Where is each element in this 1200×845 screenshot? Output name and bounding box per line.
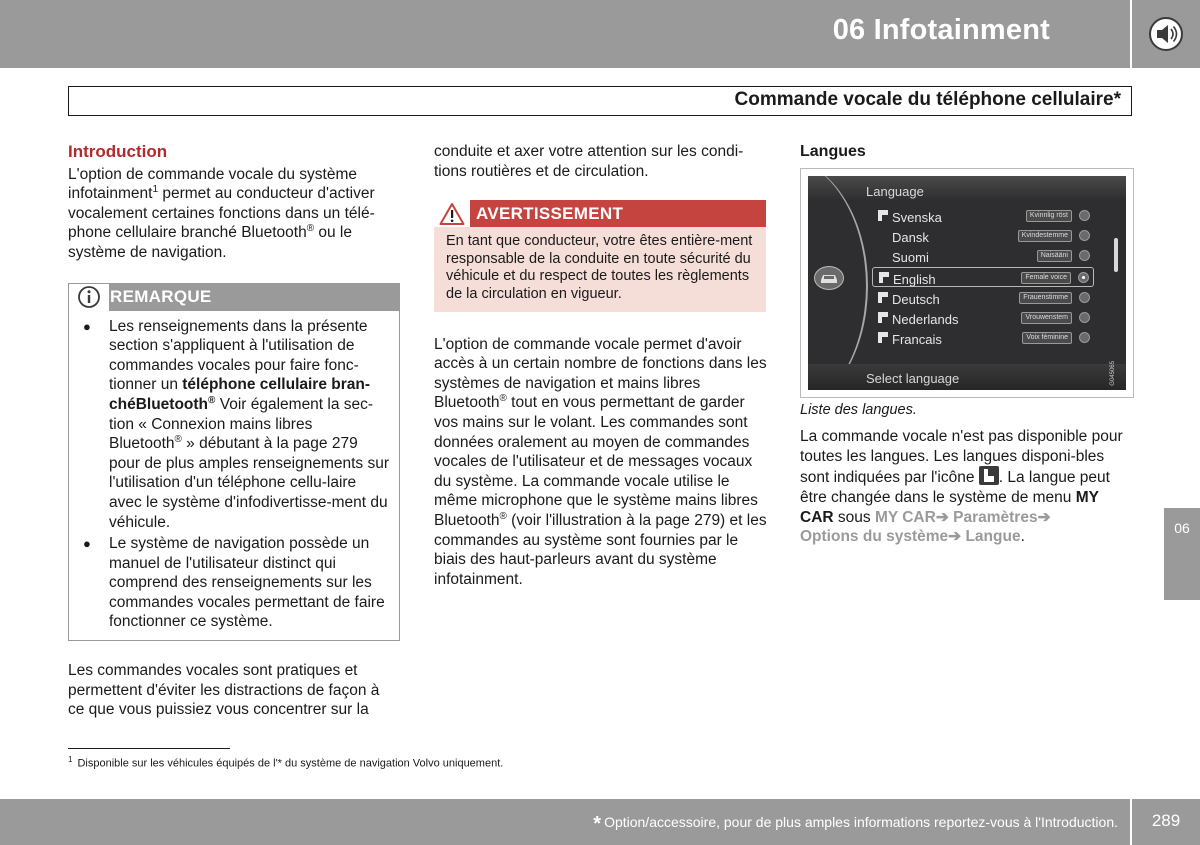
bullet-1-text-a: Les renseignements dans la présente section s'appliquent à l'utilisation de commandes vocales pour faire fonc-tionner un <box>109 317 368 394</box>
remarque-bullet-2 <box>79 534 389 632</box>
language-row-nederlands <box>872 308 1094 328</box>
screen-scrollbar <box>1114 238 1118 272</box>
arrow-icon: ➔ <box>935 508 949 526</box>
bullet-1-bold: téléphone cellulaire bran-chéBluetooth <box>109 376 371 413</box>
voice-available-icon <box>879 272 889 283</box>
footnote-rule <box>68 748 230 749</box>
menu-path-parametres: Paramètres <box>948 508 1038 526</box>
column-2 <box>434 142 770 589</box>
footer-text <box>593 813 1118 836</box>
car-icon <box>814 266 844 290</box>
radio-button <box>1079 230 1090 241</box>
language-name: Dansk <box>892 229 929 245</box>
remarque-box <box>68 283 400 642</box>
page-number: 289 <box>1151 811 1181 830</box>
voice-label: Naisääni <box>1037 250 1072 262</box>
langues-heading: Langues <box>800 143 866 160</box>
screen-title: Language <box>866 183 924 199</box>
voice-label: Frauenstimme <box>1019 292 1072 304</box>
screen-bottom-bar <box>808 364 1126 390</box>
registered-mark: ® <box>499 510 507 522</box>
side-tab-label: 06 <box>1174 520 1190 536</box>
paragraph-text-a: L'option de commande vocale permet d'avoir accès à un certain nombre de fonctions dans les systèmes de navigation et mains libres Bluetooth <box>434 335 767 412</box>
screen-bottom-label: Select language <box>866 370 960 386</box>
remarque-bullet-1 <box>79 317 389 533</box>
continuation-paragraph: conduite et axer votre attention sur les condi-tions routières et de circulation. <box>434 143 744 180</box>
language-screen <box>808 176 1126 390</box>
voice-label: Kvinnlig röst <box>1026 210 1072 222</box>
language-row-english <box>872 267 1094 287</box>
intro-text-b: permet au conducteur d'activer vocalement certaines fonctions dans un télé-phone cellulaire branché Bluetooth <box>68 185 375 242</box>
language-name: Deutsch <box>892 291 940 307</box>
paragraph-text-b: . La langue peut être changée dans le système de menu <box>800 469 1110 506</box>
introduction-paragraph <box>68 165 400 263</box>
remarque-label: REMARQUE <box>110 287 212 307</box>
warning-triangle-icon <box>434 200 470 227</box>
chapter-icon-box <box>1132 0 1200 68</box>
voice-available-icon <box>878 332 888 343</box>
screen-title-bar <box>808 176 1126 202</box>
voice-label: Kvindestemme <box>1018 230 1072 242</box>
langues-paragraph <box>800 427 1134 547</box>
footnote-ref: 1 <box>152 184 159 196</box>
footer-star: * <box>593 813 602 835</box>
voice-command-paragraph <box>434 335 770 590</box>
bullet-1-text-c: » débutant à la page 279 pour de plus amples renseignements sur l'utilisation d'un téléphone cellu-laire avec le système d'infodivertisse-ment du véhicule. <box>109 435 390 531</box>
language-row-dansk <box>872 226 1094 246</box>
intro-text-c: ou le système de navigation. <box>68 224 352 261</box>
introduction-heading: Introduction <box>68 142 168 161</box>
remarque-body <box>69 311 399 641</box>
language-screen-figure <box>800 168 1134 398</box>
registered-mark: ® <box>174 433 182 445</box>
footnote-mark: 1 <box>68 755 73 764</box>
footnote-text: Disponible sur les véhicules équipés de l'* du système de navigation Volvo uniquement. <box>77 757 504 770</box>
arrow-icon: ➔ <box>948 528 962 546</box>
radio-button <box>1079 312 1090 323</box>
paragraph-text-a: La commande vocale n'est pas disponible pour toutes les langues. Les langues disponi-bles sont indiquées par l'icône <box>800 428 1123 487</box>
menu-sous: sous <box>833 508 875 526</box>
menu-path-langue: Langue <box>961 528 1021 546</box>
voice-available-icon <box>878 292 888 303</box>
warning-label: AVERTISSEMENT <box>476 203 624 223</box>
voice-available-icon <box>878 312 888 323</box>
voice-label: Female voice <box>1021 272 1071 284</box>
language-row-deutsch <box>872 288 1094 308</box>
section-title-bar <box>68 86 1132 116</box>
voice-label: Voix féminine <box>1022 332 1072 344</box>
bullet-dot: ● <box>83 536 91 552</box>
period: . <box>1020 528 1025 546</box>
radio-button <box>1079 332 1090 343</box>
column-3 <box>800 142 1134 547</box>
figure-caption: Liste des langues. <box>800 401 917 418</box>
registered-mark: ® <box>306 223 315 235</box>
language-row-svenska <box>872 206 1094 226</box>
paragraph-text-b: tout en vous permettant de garder vos mains sur le volant. Les commandes sont données oralement au moyen de commandes vocales de l'utilisateur et de messages vocaux du système. La commande vocale utilise le même microphone que le système mains libres Bluetooth <box>434 394 758 529</box>
language-name: English <box>893 271 936 287</box>
bullet-text: Le système de navigation possède un manuel de l'utilisateur distinct qui comprend des renseignements sur les commandes vocales permettant de faire fonctionner ce système. <box>109 535 385 631</box>
voice-label: Vrouwenstem <box>1021 312 1072 324</box>
column-1 <box>68 142 400 720</box>
menu-path-my-car: MY CAR <box>874 508 936 526</box>
chapter-title: 06 Infotainment <box>832 14 1050 46</box>
page-number-box <box>1132 799 1200 845</box>
footnote <box>68 755 503 770</box>
footer-band <box>0 799 1130 845</box>
paragraph-text-c: (voir l'illustration à la page 279) et les commandes au système sont fournies par le biais des haut-parleurs avant du système infotainment. <box>434 511 767 588</box>
registered-mark: ® <box>208 394 216 406</box>
language-row-francais <box>872 328 1094 348</box>
registered-mark: ® <box>499 393 507 405</box>
speaker-icon <box>1146 14 1186 54</box>
remarque-header <box>69 284 399 311</box>
language-name: Suomi <box>892 249 929 265</box>
bullet-text <box>109 317 389 533</box>
section-title: Commande vocale du téléphone cellulaire* <box>734 89 1121 110</box>
bullet-dot: ● <box>83 318 91 334</box>
radio-button <box>1079 250 1090 261</box>
outro-paragraph: Les commandes vocales sont pratiques et permettent d'éviter les distractions de façon à ce que vous puissiez vous concentrer sur la <box>68 662 380 719</box>
language-name: Nederlands <box>892 311 959 327</box>
language-name: Svenska <box>892 209 942 225</box>
menu-my-car: MY CAR <box>800 488 1099 526</box>
arrow-icon: ➔ <box>1037 508 1051 526</box>
warning-box <box>434 200 766 311</box>
bullet-1-text-b: Voir également la sec-tion « Connexion mains libres Bluetooth <box>109 395 374 453</box>
info-icon <box>69 284 109 311</box>
warning-text: En tant que conducteur, votre êtes entière-ment responsable de la conduite en toute sécurité du véhicule et du respect de toutes les règlements de la circulation en vigueur. <box>446 233 753 302</box>
radio-button <box>1079 292 1090 303</box>
radio-button <box>1079 210 1090 221</box>
intro-text-a: L'option de commande vocale du système infotainment <box>68 165 358 203</box>
radio-button-selected <box>1078 272 1089 283</box>
voice-available-icon <box>878 210 888 221</box>
footer-note: Option/accessoire, pour de plus amples informations reportez-vous à l'Introduction. <box>604 814 1118 830</box>
header-band <box>0 0 1130 68</box>
chapter-side-tab <box>1164 508 1200 600</box>
voice-language-icon <box>979 466 999 485</box>
language-row-suomi <box>872 246 1094 266</box>
warning-header <box>434 200 766 227</box>
language-name: Francais <box>892 331 942 347</box>
image-code: G045065 <box>1110 360 1117 386</box>
menu-path-options-systeme: Options du système <box>800 528 949 546</box>
